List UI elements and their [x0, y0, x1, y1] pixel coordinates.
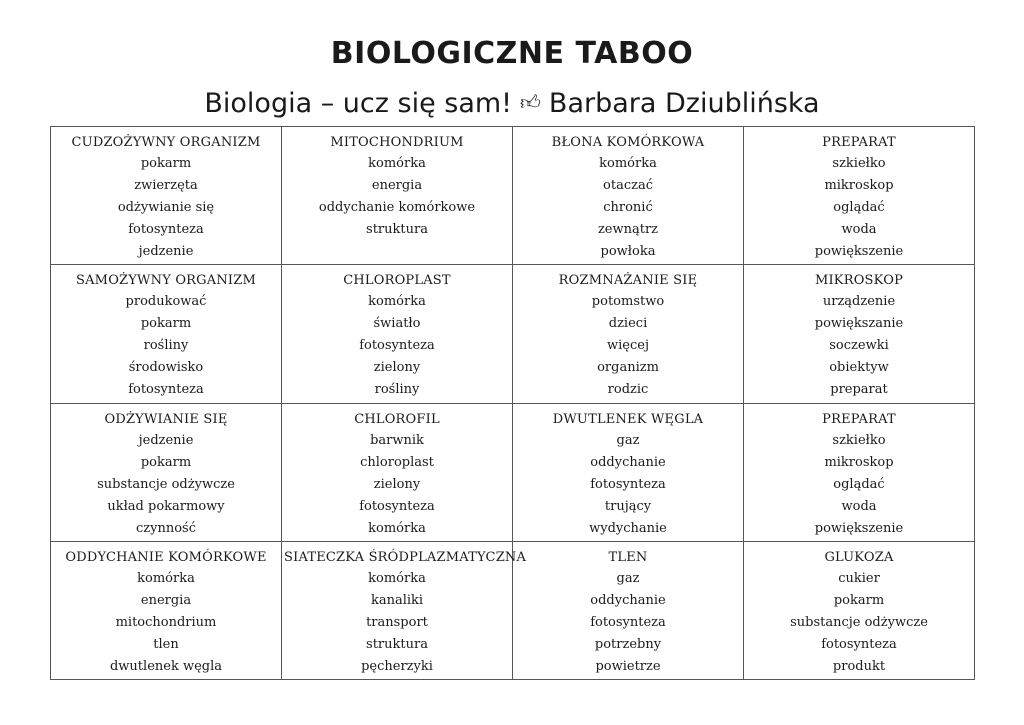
forbidden-word: produkt [832, 658, 886, 674]
taboo-card [513, 127, 744, 265]
forbidden-word: chloroplast [360, 454, 434, 470]
card-row [51, 265, 975, 403]
forbidden-word: fotosynteza [359, 498, 435, 514]
forbidden-word: fotosynteza [590, 476, 666, 492]
forbidden-word: dzieci [608, 316, 648, 332]
card-title: ROZMNAŻANIE SIĘ [558, 273, 698, 289]
forbidden-word: substancje odżywcze [790, 614, 928, 630]
forbidden-word: oddychanie [590, 454, 666, 470]
forbidden-word: układ pokarmowy [107, 498, 225, 514]
forbidden-word: urządzenie [822, 294, 896, 310]
card-title: BŁONA KOMÓRKOWA [551, 135, 705, 150]
card-row [51, 403, 975, 541]
subtitle-text: Biologia – ucz się sam! [204, 88, 513, 119]
forbidden-word: pęcherzyki [361, 658, 433, 674]
forbidden-word: oddychanie komórkowe [318, 200, 476, 215]
page-subtitle [0, 82, 1024, 124]
forbidden-word: powietrze [595, 658, 661, 674]
forbidden-word: substancje odżywcze [97, 476, 235, 492]
forbidden-word: oglądać [833, 200, 885, 215]
card-title: ODŻYWIANIE SIĘ [104, 411, 228, 427]
card-title: CUDZOŻYWNY ORGANIZM [71, 135, 261, 150]
forbidden-word: zwierzęta [134, 178, 198, 193]
taboo-card [51, 127, 282, 265]
forbidden-word: wydychanie [589, 520, 667, 536]
forbidden-word: zielony [373, 476, 421, 492]
taboo-card [282, 265, 513, 403]
forbidden-word: otaczać [603, 178, 653, 193]
taboo-card [513, 403, 744, 541]
forbidden-word: potomstwo [591, 294, 665, 310]
forbidden-word: środowisko [128, 360, 204, 376]
card-title: PREPARAT [822, 411, 896, 427]
taboo-card-grid [50, 126, 975, 680]
forbidden-word: pokarm [140, 156, 192, 171]
forbidden-word: szkiełko [832, 432, 886, 448]
taboo-card [282, 127, 513, 265]
card-title: ODDYCHANIE KOMÓRKOWE [65, 549, 267, 565]
forbidden-word: powiększenie [814, 244, 904, 259]
forbidden-word: rodzic [607, 382, 649, 398]
taboo-card [51, 403, 282, 541]
forbidden-word: preparat [830, 382, 888, 398]
card-title: TLEN [608, 549, 648, 565]
forbidden-word: światło [373, 316, 421, 332]
forbidden-word: tlen [153, 636, 179, 652]
forbidden-word: struktura [366, 636, 428, 652]
forbidden-word: trujący [604, 498, 652, 514]
forbidden-word: rośliny [143, 338, 189, 354]
forbidden-word: komórka [368, 156, 426, 171]
forbidden-word: woda [841, 222, 877, 237]
forbidden-word: organizm [597, 360, 659, 376]
forbidden-word: potrzebny [594, 636, 662, 652]
forbidden-word: fotosynteza [590, 614, 666, 630]
forbidden-word: fotosynteza [128, 222, 204, 237]
forbidden-word: komórka [137, 570, 195, 586]
taboo-card [513, 265, 744, 403]
forbidden-word: szkiełko [832, 156, 886, 171]
forbidden-word: transport [366, 614, 428, 630]
taboo-card [282, 403, 513, 541]
forbidden-word: mitochondrium [115, 614, 217, 630]
forbidden-word: rośliny [374, 382, 420, 398]
forbidden-word: oglądać [833, 476, 885, 492]
forbidden-word: fotosynteza [359, 338, 435, 354]
forbidden-word: kanaliki [370, 592, 424, 608]
forbidden-word: komórka [368, 520, 426, 536]
forbidden-word: mikroskop [824, 178, 894, 193]
forbidden-word: komórka [368, 294, 426, 310]
forbidden-word: energia [140, 592, 192, 608]
forbidden-word: fotosynteza [128, 382, 204, 398]
card-title: PREPARAT [822, 135, 896, 150]
forbidden-word: zewnątrz [597, 222, 659, 237]
card-title: CHLOROFIL [354, 411, 440, 427]
forbidden-word: jedzenie [138, 432, 194, 448]
forbidden-word: struktura [366, 222, 428, 237]
taboo-card [51, 541, 282, 679]
taboo-card [744, 127, 975, 265]
forbidden-word: gaz [616, 570, 640, 586]
taboo-card [744, 403, 975, 541]
card-title: SAMOŻYWNY ORGANIZM [75, 273, 256, 289]
card-title: MITOCHONDRIUM [330, 135, 464, 150]
forbidden-word: komórka [599, 156, 657, 171]
taboo-card [744, 541, 975, 679]
taboo-card [513, 541, 744, 679]
card-row [51, 127, 975, 265]
forbidden-word: soczewki [829, 338, 889, 354]
card-title: GLUKOZA [824, 549, 894, 565]
author-name: Barbara Dziublińska [548, 88, 820, 119]
forbidden-word: fotosynteza [821, 636, 897, 652]
forbidden-word: woda [841, 498, 877, 514]
forbidden-word: komórka [368, 570, 426, 586]
forbidden-word: oddychanie [590, 592, 666, 608]
forbidden-word: chronić [603, 200, 653, 215]
card-title: SIATECZKA ŚRÓDPLAZMATYCZNA [284, 549, 527, 565]
forbidden-word: czynność [136, 520, 196, 536]
forbidden-word: gaz [616, 432, 640, 448]
forbidden-word: pokarm [140, 316, 192, 332]
forbidden-word: mikroskop [824, 454, 894, 470]
forbidden-word: powiększanie [814, 316, 904, 332]
taboo-card [744, 265, 975, 403]
page-title: BIOLOGICZNE TABOO [330, 36, 694, 71]
thumbs-up-icon: 👍︎ [520, 90, 541, 114]
forbidden-word: jedzenie [138, 244, 194, 259]
forbidden-word: odżywianie się [117, 200, 215, 215]
forbidden-word: energia [371, 178, 423, 193]
card-row [51, 541, 975, 679]
forbidden-word: więcej [607, 338, 649, 354]
forbidden-word: cukier [838, 570, 880, 586]
card-title: CHLOROPLAST [343, 273, 451, 289]
card-title: DWUTLENEK WĘGLA [552, 411, 704, 427]
forbidden-word: powłoka [600, 244, 656, 259]
card-title: MIKROSKOP [814, 273, 904, 289]
forbidden-word: pokarm [833, 592, 885, 608]
forbidden-word: powiększenie [814, 520, 904, 536]
taboo-card [282, 541, 527, 679]
forbidden-word: dwutlenek węgla [109, 658, 223, 674]
taboo-card [51, 265, 282, 403]
forbidden-word: pokarm [140, 454, 192, 470]
forbidden-word: obiektyw [829, 360, 889, 376]
forbidden-word: produkować [125, 294, 207, 310]
forbidden-word: zielony [373, 360, 421, 376]
forbidden-word: barwnik [370, 432, 424, 448]
